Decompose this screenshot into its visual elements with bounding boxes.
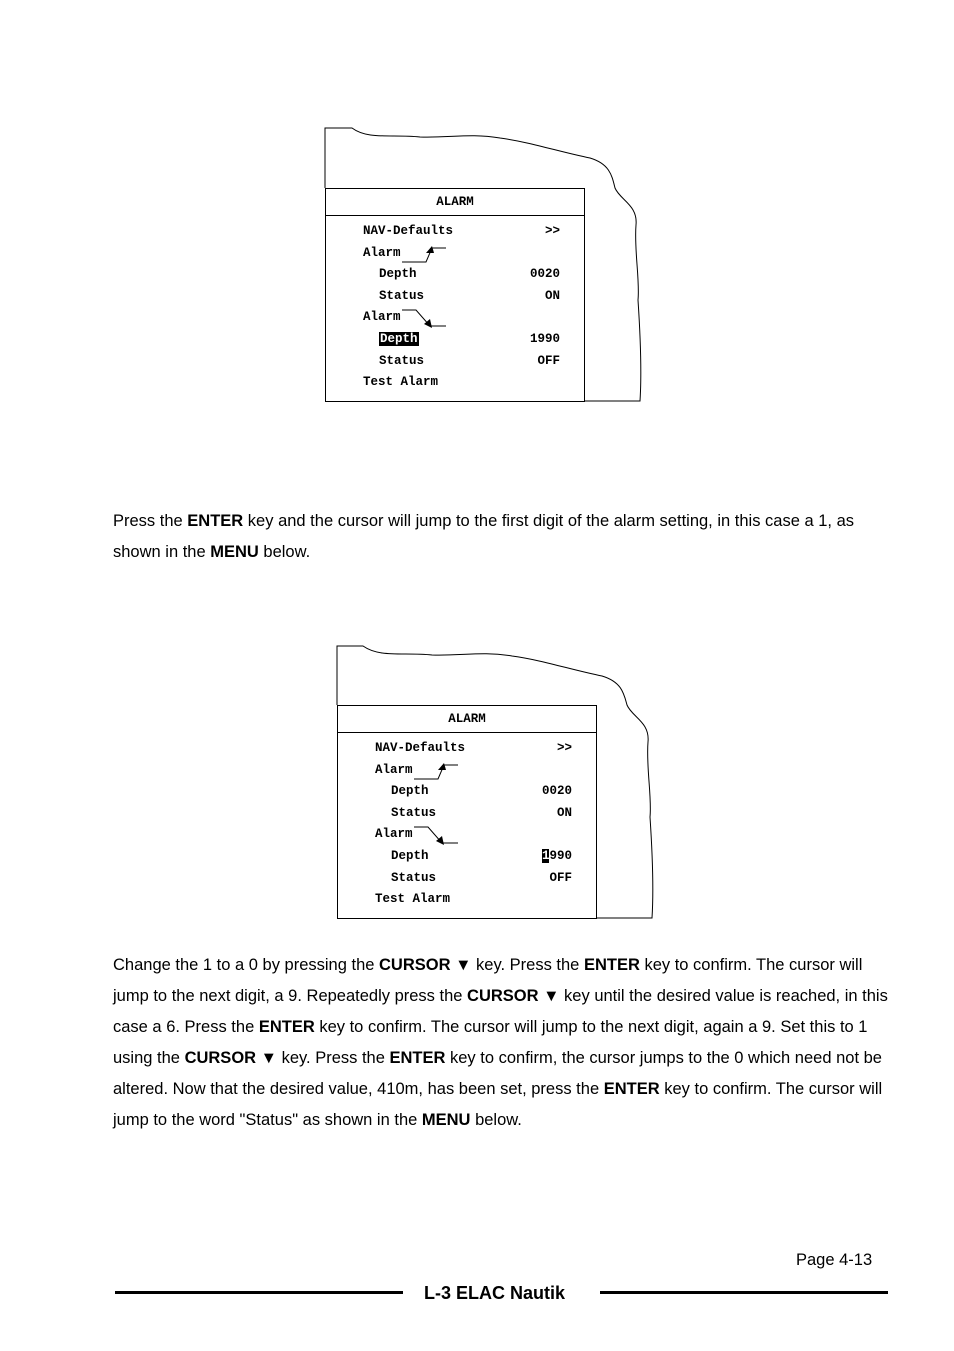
arrow-up-icon bbox=[414, 761, 464, 783]
key-enter: ENTER bbox=[187, 512, 244, 530]
text: key to confirm. The cursor will jump to the next digit, a 9. Repeatedly press the bbox=[113, 956, 863, 1005]
menu-item-alarm-high[interactable]: Alarm bbox=[375, 763, 413, 777]
text: key until the desired value is reached, in this case a 6. Press the bbox=[113, 987, 888, 1036]
text: key. Press the bbox=[471, 956, 584, 974]
footer-rule-left bbox=[115, 1291, 403, 1294]
text: key to confirm, the cursor jumps to the 0 which need not be altered. Now that the desired value, 410m, has been set, press the bbox=[113, 1049, 882, 1098]
key-cursor-down: CURSOR ▼ bbox=[379, 956, 472, 974]
key-enter: ENTER bbox=[389, 1049, 446, 1067]
menu-item-alarm-high[interactable]: Alarm bbox=[363, 246, 401, 260]
key-cursor-down: CURSOR ▼ bbox=[467, 987, 560, 1005]
depth-high-value: 0020 bbox=[541, 784, 572, 798]
status-high-value: ON bbox=[556, 806, 572, 820]
page-number: Page 4-13 bbox=[796, 1251, 873, 1269]
remaining-digits: 990 bbox=[549, 849, 572, 863]
footer-brand: L-3 ELAC Nautik bbox=[424, 1283, 566, 1303]
text: below. bbox=[470, 1111, 522, 1129]
menu-item-status-low[interactable]: Status bbox=[391, 871, 437, 885]
status-low-value: OFF bbox=[537, 354, 560, 368]
menu-item-alarm-low[interactable]: Alarm bbox=[363, 310, 401, 324]
depth-low-value: 1990 bbox=[529, 332, 560, 346]
key-menu: MENU bbox=[210, 543, 259, 561]
menu-item-alarm-low[interactable]: Alarm bbox=[375, 827, 413, 841]
menu-item-test-alarm[interactable]: Test Alarm bbox=[375, 892, 451, 906]
key-menu: MENU bbox=[421, 1111, 471, 1129]
depth-low-value[interactable] bbox=[542, 847, 572, 865]
menu-title: ALARM bbox=[326, 189, 584, 216]
menu-item-status-high[interactable]: Status bbox=[391, 806, 437, 820]
status-high-value: ON bbox=[544, 289, 560, 303]
footer-rule-right bbox=[600, 1291, 888, 1294]
text: key and the cursor will jump to the first digit of the alarm setting, in this case a 1, as shown in the bbox=[113, 512, 855, 561]
menu-item-depth-high[interactable]: Depth bbox=[391, 784, 429, 798]
cursor-digit: 1 bbox=[541, 849, 550, 863]
text: key to confirm. The cursor will jump to the word "Status" as shown in the bbox=[113, 1080, 883, 1129]
text: Change the 1 to a 0 by pressing the bbox=[113, 956, 380, 974]
key-cursor-down: CURSOR ▼ bbox=[184, 1049, 277, 1067]
key-enter: ENTER bbox=[583, 956, 640, 974]
text: below. bbox=[258, 543, 311, 561]
menu-title: ALARM bbox=[338, 706, 596, 733]
menu-item-depth-high[interactable]: Depth bbox=[379, 267, 417, 281]
menu-item-status-low[interactable]: Status bbox=[379, 354, 425, 368]
menu-item-nav-defaults[interactable]: NAV-Defaults bbox=[375, 741, 466, 755]
instruction-paragraph-2 bbox=[113, 950, 893, 1136]
text: key to confirm. The cursor will jump to the next digit, again a 9. Set this to 1 using the bbox=[113, 1018, 868, 1067]
menu-item-nav-defaults[interactable]: NAV-Defaults bbox=[363, 224, 454, 238]
nav-defaults-value: >> bbox=[544, 224, 560, 238]
nav-defaults-value: >> bbox=[556, 741, 572, 755]
menu-item-status-high[interactable]: Status bbox=[379, 289, 425, 303]
key-enter: ENTER bbox=[258, 1018, 315, 1036]
depth-high-value: 0020 bbox=[529, 267, 560, 281]
menu-item-test-alarm[interactable]: Test Alarm bbox=[363, 375, 439, 389]
arrow-down-icon bbox=[414, 825, 464, 847]
text: Press the bbox=[113, 512, 188, 530]
text: key. Press the bbox=[276, 1049, 390, 1067]
alarm-menu-2 bbox=[337, 705, 597, 919]
status-low-value: OFF bbox=[549, 871, 572, 885]
selected-label: Depth bbox=[380, 332, 418, 346]
menu-item-depth-low[interactable]: Depth bbox=[391, 849, 429, 863]
key-enter: ENTER bbox=[603, 1080, 660, 1098]
